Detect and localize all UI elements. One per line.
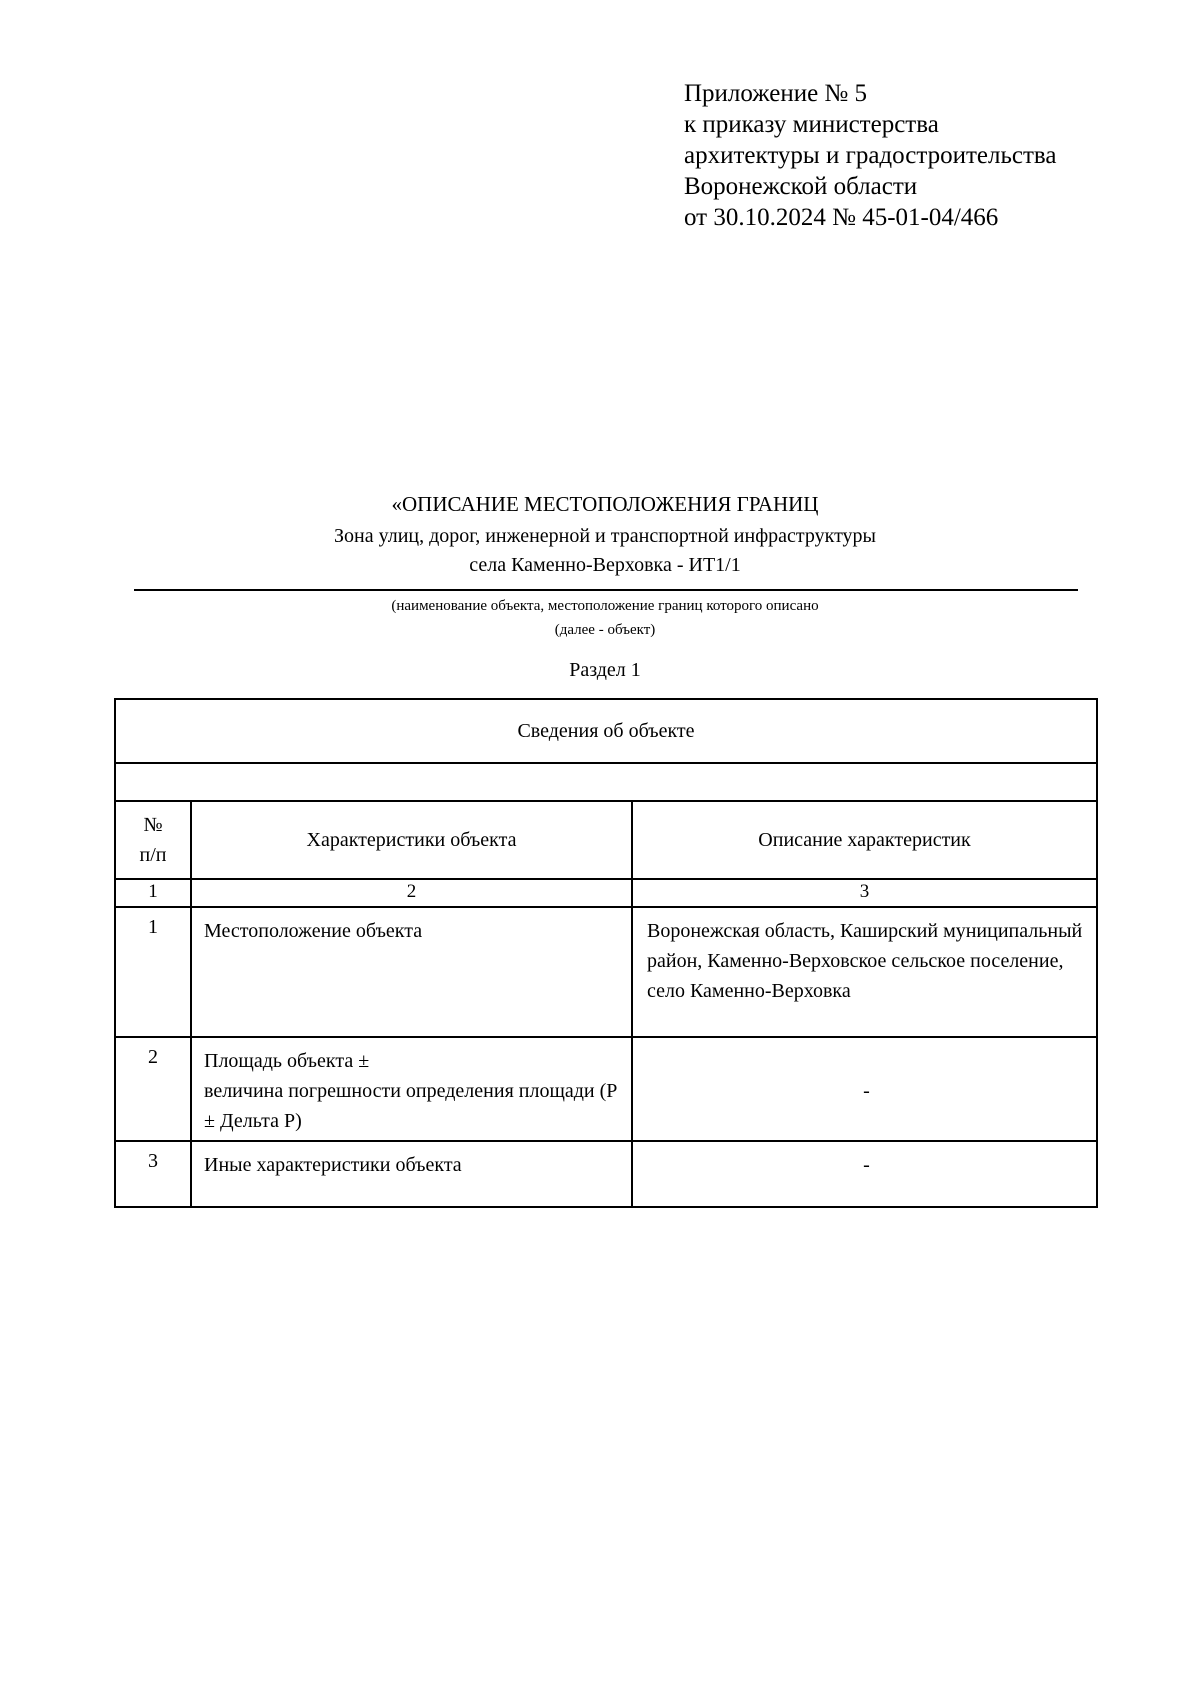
column-number-2: 2	[191, 879, 632, 907]
row-characteristic-line-2: величина погрешности определения площади (P ± Дельта P)	[204, 1080, 617, 1132]
column-number-row	[115, 879, 1097, 907]
table-row	[115, 1037, 1097, 1141]
row-characteristic-line-1: Площадь объекта ±	[204, 1050, 370, 1072]
appendix-line-2: к приказу министерства	[684, 111, 939, 138]
underline-divider	[134, 589, 1078, 591]
title-block	[130, 490, 1080, 580]
table-row	[115, 907, 1097, 1037]
table-row	[115, 1141, 1097, 1207]
table-header-row	[115, 801, 1097, 879]
object-info-table	[114, 698, 1098, 1208]
header-number	[115, 801, 191, 879]
note-line-2: (далее - объект)	[554, 622, 656, 638]
row-number: 2	[115, 1037, 191, 1141]
object-name	[130, 522, 1080, 580]
header-number-line-2: п/п	[139, 844, 167, 866]
row-description: Воронежская область, Каширский муниципальный район, Каменно-Верховское сельское поселение, село Каменно-Верховка	[632, 907, 1097, 1037]
appendix-line-5: от 30.10.2024 № 45-01-04/466	[684, 204, 999, 231]
row-number: 3	[115, 1141, 191, 1207]
column-number-1: 1	[115, 879, 191, 907]
column-number-3: 3	[632, 879, 1097, 907]
table-caption: Сведения об объекте	[115, 699, 1097, 763]
object-name-line-1: Зона улиц, дорог, инженерной и транспортной инфраструктуры	[334, 525, 876, 547]
appendix-line-4: Воронежской области	[684, 173, 918, 200]
appendix-line-1: Приложение № 5	[684, 80, 868, 107]
table-blank-row	[115, 763, 1097, 801]
document-title: «ОПИСАНИЕ МЕСТОПОЛОЖЕНИЯ ГРАНИЦ	[391, 492, 819, 516]
header-number-line-1: №	[143, 814, 163, 836]
object-name-line-2: села Каменно-Верховка - ИТ1/1	[469, 554, 741, 576]
row-description: -	[632, 1141, 1097, 1207]
row-characteristic	[191, 1037, 632, 1141]
header-description: Описание характеристик	[632, 801, 1097, 879]
row-characteristic: Иные характеристики объекта	[191, 1141, 632, 1207]
row-number: 1	[115, 907, 191, 1037]
row-characteristic: Местоположение объекта	[191, 907, 632, 1037]
appendix-line-3: архитектуры и градостроительства	[684, 142, 1057, 169]
appendix-header	[684, 78, 1056, 233]
section-heading: Раздел 1	[569, 659, 641, 681]
header-characteristics: Характеристики объекта	[191, 801, 632, 879]
row-description: -	[632, 1037, 1097, 1141]
note-line-1: (наименование объекта, местоположение границ которого описано	[391, 598, 819, 614]
object-name-note	[130, 594, 1080, 642]
